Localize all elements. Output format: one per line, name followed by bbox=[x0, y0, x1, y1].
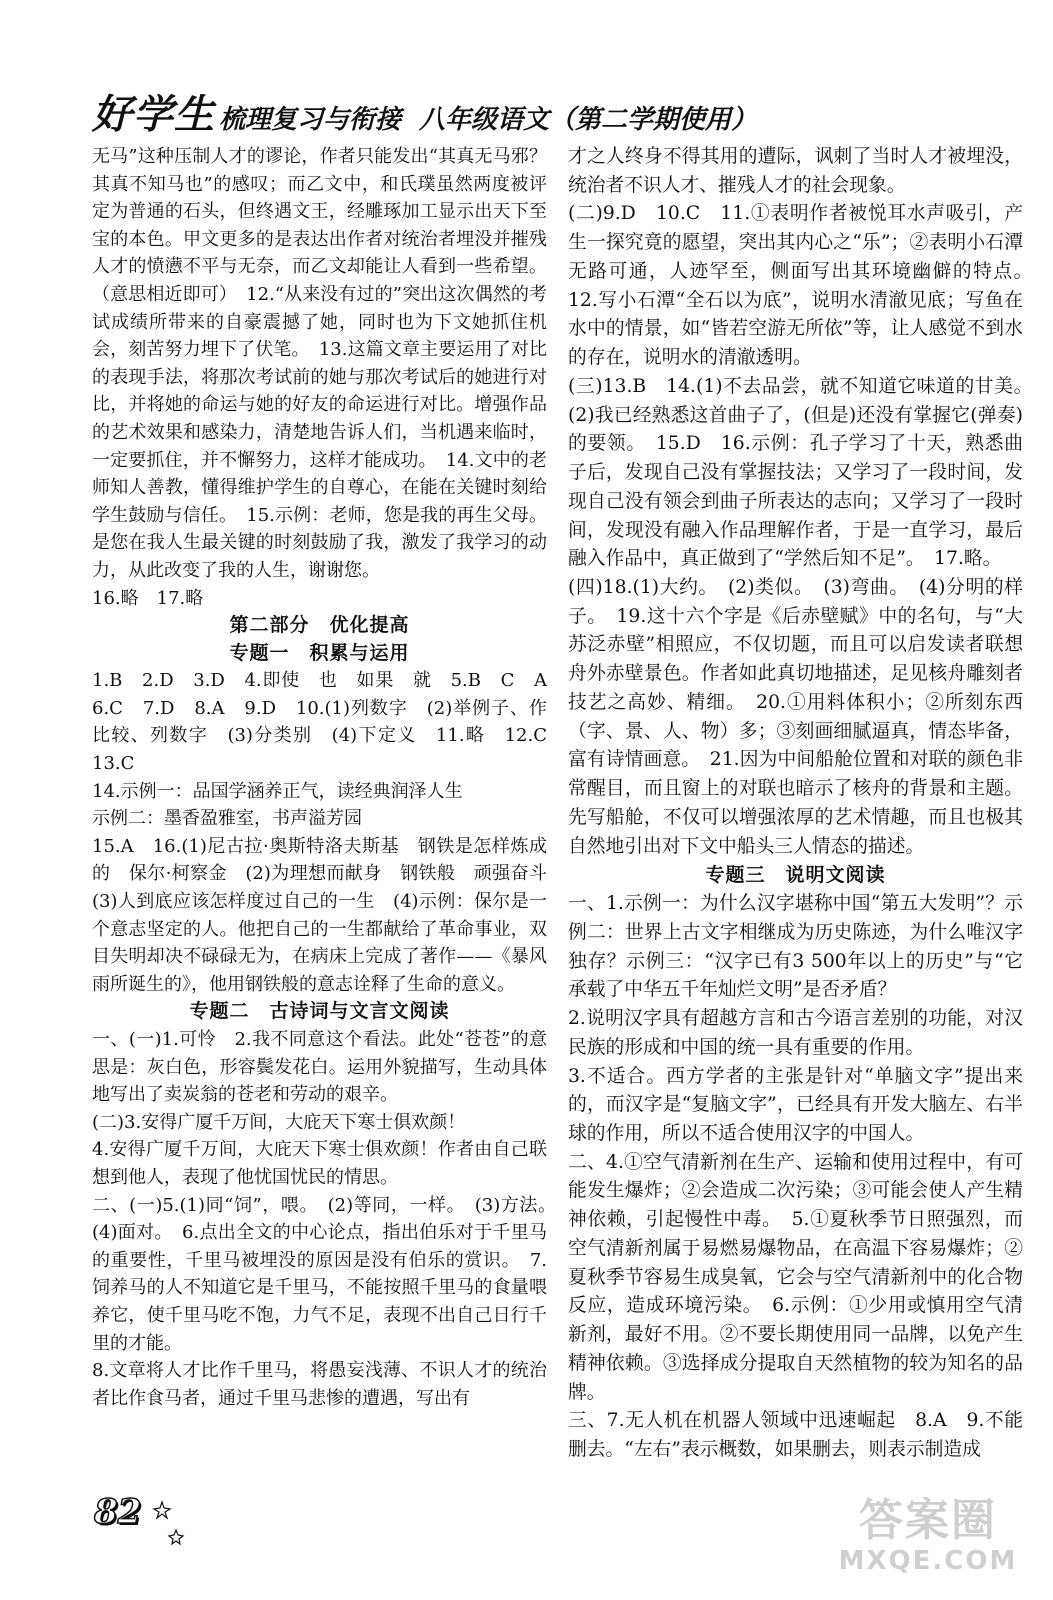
answer-paragraph: 4.安得广厦千万间，大庇天下寒士俱欢颜！作者由自己联想到他人，表现了他忧国忧民的情思。 bbox=[92, 1139, 547, 1188]
section-heading: 专题二 古诗词与文言文阅读 bbox=[189, 1000, 450, 1023]
answer-paragraph: 二、(一)5.(1)同“饲”，喂。 (2)等同，一样。 (3)方法。 (4)面对。 6.点出全文的中心论点，指出伯乐对于千里马的重要性，千里马被埋没的原因是没有伯乐的赏识。 7.饲养马的人不知道它是千里马，不能按照千里马的食量喂养它，使千里马吃不饱，力气不足，表现不出自己日行千里的才能。 bbox=[92, 1194, 565, 1354]
answer-paragraph: (二)3.安得广厦千万间，大庇天下寒士俱欢颜！ bbox=[92, 1111, 466, 1133]
star-decoration-icon bbox=[150, 1500, 190, 1550]
answer-paragraph: 14.示例一：品国学涵养正气，读经典润泽人生 bbox=[92, 780, 463, 802]
answer-paragraph: 三、7.无人机在机器人领域中迅速崛起 8.A 9.不能删去。“左右”表示概数，如果删去，则表示制造成 bbox=[568, 1410, 1023, 1461]
section-heading: 第二部分 优化提高 bbox=[229, 614, 410, 637]
answer-paragraph: 示例二：墨香盈雅室，书声溢芳园 bbox=[92, 808, 362, 830]
answer-paragraph: 二、4.①空气清新剂在生产、运输和使用过程中，有可能发生爆炸；②会造成二次污染；③可能会使人产生精神依赖，引起慢性中毒。 5.①夏秋季节日照强烈，而空气清新剂属于易燃易爆物品，在高温下容易爆炸；②夏秋季节容易生成臭氧，它会与空气清新剂中的化合物反应，造成环境污染。 6.示例：①少用或慎用空气清新剂，最好不用。②不要长期使用同一品牌，以免产生精神依赖。③选择成分提取自天然植物的较为知名的品牌。 bbox=[568, 1151, 1023, 1403]
book-subtitle: 梳理复习与衔接 bbox=[219, 105, 402, 135]
answer-paragraph: 15.A 16.(1)尼古拉·奥斯特洛夫斯基 钢铁是怎样炼成的 保尔·柯察金 (2)为理想而献身 钢铁般 顽强奋斗 (3)人到底应该怎样度过自己的一生 (4)示例：保尔是一个意志坚定的人。他把自己的一生都献给了革命事业，双目失明却决不碌碌无为，在病床上完成了著作——《暴风雨所诞生的》，他用钢铁般的意志诠释了生命的意义。 bbox=[92, 835, 565, 995]
answer-paragraph: (四)18.(1)大约。 (2)类似。 (3)弯曲。 (4)分明的样子。 19.这十六个字是《后赤壁赋》中的名句，与“大苏泛赤壁”相照应，不仅切题，而且可以启发读者联想舟外赤壁景色。作者如此真切地描述，足见核舟雕刻者技艺之高妙、精细。 20.①用料体积小；②所刻东西（字、景、人、物）多；③刻画细腻逼真，情态毕备，富有诗情画意。 21.因为中间船舱位置和对联的颜色非常醒目，而且窗上的对联也暗示了核舟的背景和主题。先写船舱，不仅可以增强浓厚的艺术情趣，而且也极其自然地引出对下文中船头三人情态的描述。 bbox=[568, 577, 1023, 857]
book-grade-subtitle: 八年级语文（第二学期使用） bbox=[419, 105, 758, 135]
answer-paragraph: 一、1.示例一：为什么汉字堪称中国“第五大发明”？示例二：世界上古文字相继成为历史陈迹，为什么唯汉字独存？示例三：“汉字已有3 500年以上的历史”与“它承载了中华五千年灿烂文明”是否矛盾？ bbox=[568, 893, 1023, 1001]
answer-paragraph: 1.B 2.D 3.D 4.即使 也 如果 就 5.B C A 6.C 7.D 8.A 9.D 10.(1)列数字 (2)举例子、作比较、列数字 (3)分类别 (4)下定义 11.略 12.C 13.C bbox=[92, 670, 565, 775]
answer-paragraph: 3.不适合。西方学者的主张是针对“单脑文字”提出来的，而汉字是“复脑文字”，已经具有开发大脑左、右半球的作用，所以不适合使用汉字的中国人。 bbox=[568, 1065, 1023, 1144]
watermark-logo-text: 答案圈 bbox=[859, 1495, 997, 1546]
page-header bbox=[92, 88, 992, 140]
brand-title: 好学生 bbox=[92, 92, 215, 138]
answer-paragraph: (三)13.B 14.(1)不去品尝，就不知道它味道的甘美。 (2)我已经熟悉这首曲子了，(但是)还没有掌握它(弹奏)的要领。 15.D 16.示例：孔子学习了十天，熟悉曲子后，发现自己没有掌握技法；又学习了一段时间，发现自己没有领会到曲子所表达的志向；又学习了一段时间，发现没有融入作品理解作者，于是一直学习，最后融入作品中，真正做到了“学然后知不足”。 17.略。 bbox=[568, 375, 1042, 570]
section-heading: 专题一 积累与运用 bbox=[229, 641, 410, 664]
watermark-url: MXQE.COM bbox=[838, 1546, 1018, 1576]
watermark bbox=[823, 1496, 1033, 1586]
answer-paragraph: 8.文章将人才比作千里马，将愚妄浅薄、不识人才的统治者比作食马者，通过千里马悲惨的遭遇，写出有 bbox=[92, 1360, 547, 1409]
answer-paragraph: 才之人终身不得其用的遭际，讽刺了当时人才被埋没，统治者不识人才、摧残人才的社会现象。 bbox=[568, 146, 1023, 196]
answer-paragraph: (二)9.D 10.C 11.①表明作者被悦耳水声吸引，产生一探究竟的愿望，突出其内心之“乐”；②表明小石潭无路可通，人迹罕至，侧面写出其环境幽僻的特点。 12.写小石潭“全石以为底”，说明水清澈见底；写鱼在水中的情景，如“皆若空游无所依”等，让人感觉不到水的存在，说明水的清澈透明。 bbox=[568, 203, 1042, 369]
answer-paragraph: 一、(一)1.可怜 2.我不同意这个看法。此处“苍苍”的意思是：灰白色，形容鬓发花白。运用外貌描写，生动具体地写出了卖炭翁的苍老和劳动的艰辛。 bbox=[92, 1029, 547, 1106]
section-heading: 专题三 说明文阅读 bbox=[705, 864, 886, 887]
answer-paragraph: 2.说明汉字具有超越方言和古今语言差别的功能，对汉民族的形成和中国的统一具有重要的作用。 bbox=[568, 1008, 1023, 1058]
left-column bbox=[92, 143, 565, 1412]
answer-paragraph: 16.略 17.略 bbox=[92, 587, 204, 609]
answer-paragraph: 无马”这种压制人才的谬论，作者只能发出“其真无马邪？其真不知马也”的感叹；而乙文中，和氏璞虽然两度被评定为普通的石头，但终遇文王，经雕琢加工显示出天下至宝的本色。甲文更多的是表达出作者对统治者埋没并摧残人才的愤懑不平与无奈，而乙文却能让人看到一些希望。（意思相近即可） 12.“从来没有过的”突出这次偶然的考试成绩所带来的自豪震撼了她，同时也为下文她抓住机会，刻苦努力埋下了伏笔。 13.这篇文章主要运用了对比的表现手法，将那次考试前的她与那次考试后的她进行对比，并将她的命运与她的好友的命运进行对比。增强作品的艺术效果和感染力，清楚地告诉人们，当机遇来临时，一定要抓住，并不懈努力，这样才能成功。 14.文中的老师知人善教，懂得维护学生的自尊心，在能在关键时刻给学生鼓励与信任。 15.示例：老师，您是我的再生父母。是您在我人生最关键的时刻鼓励了我，激发了我学习的动力，从此改变了我的人生，谢谢您。 bbox=[92, 146, 547, 581]
right-column bbox=[568, 143, 1042, 1465]
page-number: 82 bbox=[94, 1492, 142, 1532]
